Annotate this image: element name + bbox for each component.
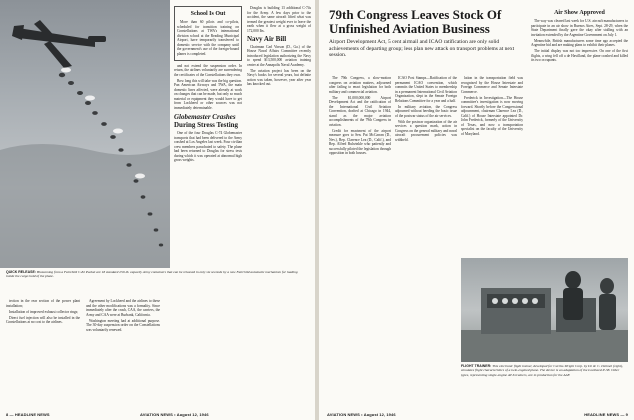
airplane-photo-graphic	[0, 0, 170, 268]
paragraph: Direct fuel injection will also be installed in the Constellations at no cost to the airlines.	[6, 315, 80, 324]
paragraph: More than 60 pilots and co-pilots, scheduled for transition training on Constellations at TWA's international division school at the Reading Municipal Airport, have temporarily transferred to domestic service with the company until the government's use of the foreign-bound planes is completed.	[177, 20, 239, 56]
paragraph: Frederick in Investigation—The House committee's investigation is now moving forward. Shortly before the Congressional adjournment, chairman Clarence Lea (D., Calif.) of House Interstate appointed Dr. John Frederick, formerly of the University of Texas, and now a transportation specialist on the faculty of the University of Maryland.	[461, 95, 523, 136]
column-2	[86, 299, 160, 407]
caption-title: FLIGHT TRAINER:	[461, 364, 492, 368]
paragraph: tection in the rear section of the power plant installation;	[6, 299, 80, 308]
column-1	[6, 299, 80, 407]
school-box	[174, 6, 242, 61]
paragraph: lation in the transportation field was recognized by the House Interstate and Foreign Commerce and Senate Interstate Commerce.	[461, 76, 523, 94]
cargo-drop-photo	[0, 0, 170, 268]
paragraph: One of the four Douglas C-74 Globemaster transports that had been delivered to the Army crashed at Los Angeles last week. Four civilian crew members parachuted to safety. The plane had been returned to Douglas for stress tests during which it was operated at abnormal high gross weights.	[174, 131, 242, 162]
subhead-line2: During Stress Testing	[174, 121, 239, 129]
paragraph: With the postwar organization of the air services a question mark, action in Congress on the general military and naval aircraft procurement policies was withheld.	[395, 119, 457, 142]
paragraph: Washington meeting had at additional purpose. The 30-day suspension order on the Constellations was voluntarily renewed.	[86, 318, 160, 332]
paragraph: and not extend the suspension order. In return, the airlines voluntarily are surrendering the certificates of the Constellations they own.	[174, 63, 242, 77]
subhead: Globemaster Crashes	[174, 113, 236, 121]
paragraph: The initial display was not too impressive. On one of the first flights, a wing fell off a de Havilland, the plane crashed and killed its two occupants.	[531, 49, 628, 62]
sidebar-title: Air Show Approved	[554, 10, 605, 16]
column-2	[395, 76, 457, 376]
paragraph: The aviation project has been on the Navy's books for several years, but definite action was taken, however, year after year has knocked out.	[247, 68, 311, 86]
paragraph: Installation of improved exhaust collector rings;	[9, 309, 79, 314]
column-3	[174, 6, 242, 407]
article-headline: 79th Congress Leaves Stock Of Unfinished Aviation Business	[329, 7, 502, 36]
page-footer-date: AVIATION NEWS • August 12, 1946	[140, 412, 209, 417]
paragraph: The 79th Congress, a slow-motion congress on aviation matters, adjourned after failing to enact legislation for both military and commercial aviation.	[329, 76, 391, 94]
column-4	[247, 6, 311, 407]
paragraph: ICAO Post Stamps—Ratification of the permanent ICAO convention, which commits the United States to membership in a permanent International Civil Aviation Organization, slept in the Senate Foreign Relations Committee for a year and a half.	[395, 76, 457, 103]
paragraph: Chairman Carl Vinson (D., Ga.) of the House Naval Affairs Committee recently introduced legislation authorizing the Navy to spend $13,500,000 aviation training center at the Annapolis Naval Academy.	[247, 44, 311, 67]
paragraph: Agreement by Lockheed and the airlines to these and the other modifications was a formality. Since immediately after the crash, CAA, the carriers, the Army and CAA were at Burbank, California.	[86, 299, 160, 317]
page-footer-left: 8 — HEADLINE NEWS	[6, 412, 50, 417]
paragraph: In military aviation, the Congress adjourned without heeding the basic issue of the postwar status of the air services.	[395, 104, 457, 118]
photo-caption	[461, 364, 628, 377]
column-1	[329, 76, 391, 376]
paragraph: Credit for enactment of the airport measure goes to Sen. Pat McCarran (D., Nev.), Rep. Clarence Lea (D., Calif.), and Rep. Alfred Bulwinkle who patiently and successfully piloted the legislation through opposition in both houses.	[329, 128, 391, 155]
caption-text: Blossoming from a Fairchild C-82 Packet are 18 standard 250-lb. capacity Army containers that can be released in only six seconds by a new Fairchild automatic mechanism for loading inside the cargo hold of the plane.	[6, 270, 298, 279]
left-page	[0, 0, 315, 420]
right-page	[319, 0, 634, 420]
flight-trainer-graphic	[461, 258, 628, 362]
paragraph: The way was cleared last week for U.S. aircraft manufacturers to participate in an air show in Buenos Aires, Sept. 28-29, when the State Department finally gave the okay after stalling with an invitation extended by the Argentine Government on July 1.	[531, 19, 628, 37]
paragraph: Douglas is building 13 additional C-74s for the Army. A few days prior to the accident, the same aircraft lifted what was termed the greatest weight ever to leave the earth when it flew at a gross weight of 172,000 lbs.	[247, 6, 311, 33]
article-deck: Airport Development Act, 5 cent airmail and ICAO ratification are only solid achievements of departing group; less plan new attack on transport problems at next session.	[329, 39, 515, 59]
column-3	[461, 76, 523, 256]
caption-title: QUICK RELEASE:	[6, 270, 36, 274]
column-4	[531, 8, 628, 208]
subhead: Navy Air Bill	[247, 34, 287, 43]
page-footer-right: HEADLINE NEWS — 9	[584, 412, 628, 417]
page-footer-date: AVIATION NEWS • August 12, 1946	[327, 412, 396, 417]
paragraph: Meanwhile, British manufacturers some time ago accepted the Argentine bid and are making plans to exhibit their planes.	[531, 38, 628, 47]
paragraph: Bow long this will take was the big question. Pan American Airways and TWA, the main domestic lines affected, were already at work on changes that can be made, but only so much material or equipment they would have to get from Lockheed or other sources was not immediately determinable.	[174, 78, 242, 110]
caption-text: This electronic flight trainer, developed for Curtiss-Wright Corp. by Dr. R. C. Dehmel (right), simulates flight characteristics of a twin-engined plane. The device is an adaptation of the Lockheed P-38. Other types, representing single-engine AT-6 trainers, are in production for the AAF.	[461, 364, 624, 377]
box-title: School Is Out	[190, 11, 226, 17]
paragraph: The $1,000,000,000 Airport Development Act and the ratification of the International Civil Aviation Convention, drafted at Chicago in 1944, stand as the major aviation accomplishments of the 79th Congress in aviation.	[329, 95, 391, 127]
flight-trainer-photo	[461, 258, 628, 362]
